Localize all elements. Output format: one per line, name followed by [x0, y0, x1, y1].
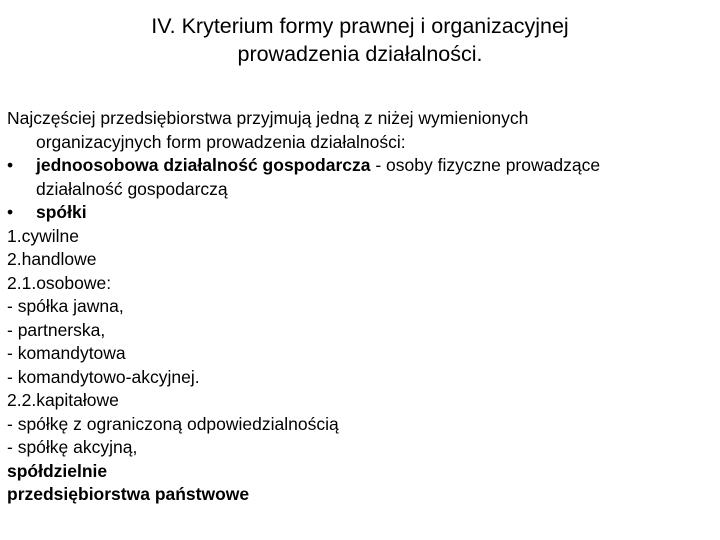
- list-line: - spółkę z ograniczoną odpowiedzialnością: [7, 413, 339, 434]
- list-line: 2.handlowe: [7, 249, 97, 269]
- bullet-rest-text: - osoby fizyczne prowadzące: [370, 155, 601, 175]
- slide-body: [7, 107, 713, 507]
- bullet-bold-text: spółki: [36, 202, 87, 222]
- bullet-item-sole-proprietorship: [7, 154, 713, 178]
- list-line: - komandytowa: [7, 343, 126, 363]
- bullet-marker: •: [7, 202, 14, 222]
- bullet-bold-text: jednoosobowa działalność gospodarcza: [36, 155, 371, 175]
- slide-title: [40, 12, 680, 68]
- bullet-item-companies: [7, 201, 713, 225]
- bold-line-state-enterprises: przedsiębiorstwa państwowe: [7, 484, 250, 504]
- bullet-text: [36, 154, 600, 178]
- list-line: - spółkę akcyjną,: [7, 437, 138, 457]
- list-line: - komandytowo-akcyjnej.: [7, 366, 200, 387]
- intro-line-2: organizacyjnych form prowadzenia działalności:: [36, 131, 406, 152]
- list-line: 1.cywilne: [7, 225, 79, 246]
- bold-line-cooperatives: spółdzielnie: [7, 460, 108, 481]
- intro-line-1: Najczęściej przedsiębiorstwa przyjmują jedną z niżej wymienionych: [7, 108, 529, 128]
- bullet-continuation: działalność gospodarczą: [36, 178, 228, 199]
- list-line: 2.1.osobowe:: [7, 272, 112, 293]
- list-line: - partnerska,: [7, 319, 106, 340]
- title-line-2: prowadzenia działalności.: [237, 42, 483, 66]
- list-line: - spółka jawna,: [7, 296, 124, 316]
- bullet-marker: •: [7, 155, 14, 175]
- list-line: 2.2.kapitałowe: [7, 390, 119, 410]
- title-line-1: IV. Kryterium formy prawnej i organizacyjnej: [151, 14, 569, 38]
